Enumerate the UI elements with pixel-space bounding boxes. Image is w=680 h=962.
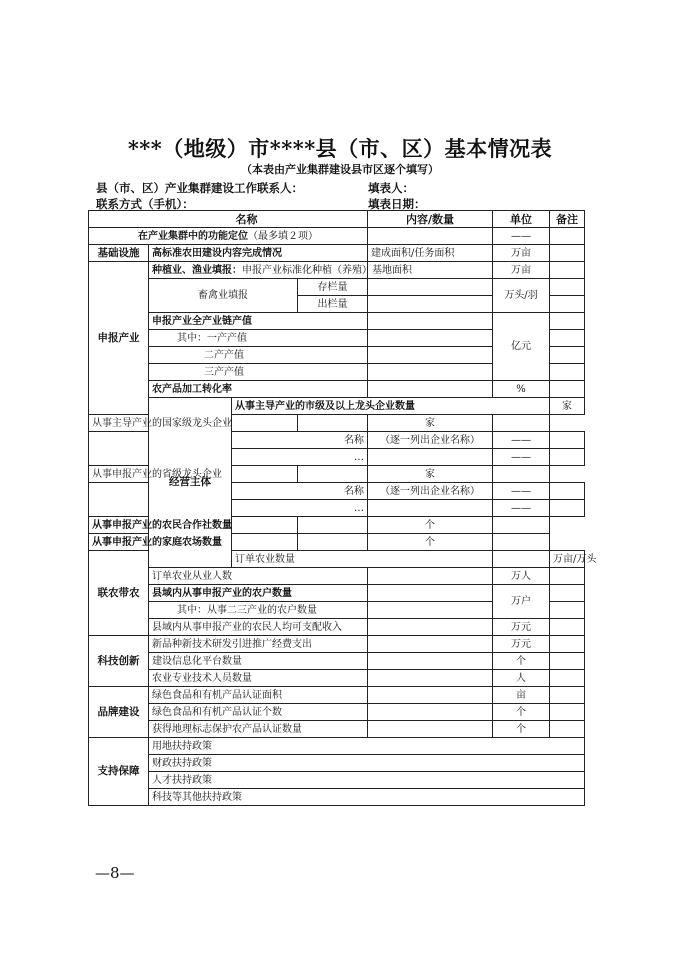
table-row: [89, 670, 585, 687]
value-unit: 亿元: [493, 313, 550, 381]
farm-count-label: 从事申报产业的家庭农场数量: [89, 534, 298, 551]
green-area-remark[interactable]: [550, 687, 585, 704]
spacer-cell: [89, 432, 149, 449]
coop-count-content[interactable]: [298, 517, 368, 534]
table-row: [89, 789, 585, 806]
staff-remark[interactable]: [550, 670, 585, 687]
geo-count-label: 获得地理标志保护农产品认证数量: [149, 721, 368, 738]
order-people-label: 订单农业从业人数: [149, 568, 368, 585]
livestock-unit: 万头/羽: [493, 279, 550, 313]
secondary-label: 二产产值: [149, 347, 368, 364]
outstock-label: 出栏量: [298, 296, 368, 313]
provincial-leading-label: 从事申报产业的省级龙头企业: [89, 466, 298, 483]
green-area-content[interactable]: [368, 687, 493, 704]
talent-policy-label: 人才扶持政策: [149, 772, 585, 789]
table-row: [89, 772, 585, 789]
positioning-unit: ——: [493, 228, 550, 245]
provincial-content[interactable]: [298, 466, 368, 483]
land-policy-label: 用地扶持政策: [149, 738, 585, 755]
income-label: 县域内从事申报产业的农民人均可支配收入: [149, 619, 368, 636]
apply-section: 申报产业: [89, 262, 149, 415]
leading-city-label: 从事主导产业的市级及以上龙头企业数量: [232, 398, 550, 415]
county-households-content[interactable]: [368, 585, 493, 602]
tertiary-label: 三产产值: [149, 364, 368, 381]
header-content: 内容/数量: [368, 211, 493, 228]
entity-section: 经营主体: [149, 398, 232, 568]
table-row: [89, 466, 585, 483]
national-leading-label: 从事主导产业的国家级龙头企业: [89, 415, 298, 432]
dash-4: ——: [493, 500, 550, 517]
order-area-label: 订单农业数量: [232, 551, 493, 568]
positioning-remark[interactable]: [550, 228, 585, 245]
primary-content[interactable]: [368, 330, 493, 347]
positioning-label: 在产业集群中的功能定位: [138, 230, 248, 242]
primary-label: 其中：一产产值: [149, 330, 368, 347]
table-row: [89, 687, 585, 704]
table-row: [89, 381, 585, 398]
processing-rate-remark[interactable]: [550, 381, 585, 398]
green-count-content[interactable]: [368, 704, 493, 721]
stock-label: 存栏量: [298, 279, 368, 296]
ellipsis-2: …: [232, 500, 368, 517]
processing-rate-label: 农产品加工转化率: [149, 381, 368, 398]
table-row: [89, 534, 585, 551]
contact-person-label: 县（市、区）产业集群建设工作联系人：: [96, 181, 303, 195]
info-platform-content[interactable]: [368, 653, 493, 670]
planting-bold: 种植业、渔业填报：: [152, 264, 242, 276]
green-count-remark[interactable]: [550, 704, 585, 721]
table-row: [89, 636, 585, 653]
green-area-label: 绿色食品和有机产品认证面积: [149, 687, 368, 704]
outstock-content[interactable]: [368, 296, 493, 313]
table-row: [89, 517, 585, 534]
planting-text: 申报产业标准化种植（养殖）基地面积: [242, 264, 412, 276]
support-section: 支持保障: [89, 738, 149, 806]
livestock-label: 畜禽业填报: [149, 279, 298, 313]
header-name: 名称: [89, 211, 368, 228]
page-title: ***（地级）市****县（市、区）基本情况表: [127, 136, 553, 161]
dash-1: ——: [493, 432, 550, 449]
leading-city-unit: 家: [550, 398, 585, 415]
tertiary-remark[interactable]: [550, 364, 585, 381]
table-row: [89, 313, 585, 330]
national-remark[interactable]: [493, 415, 550, 432]
infra-content: 建成面积/任务面积: [368, 245, 493, 262]
name-remark-1[interactable]: [550, 432, 585, 449]
brand-section: 品牌建设: [89, 687, 149, 738]
drive-section: 联农带农: [89, 551, 149, 636]
rd-unit: 万元: [493, 636, 550, 653]
green-count-unit: 个: [493, 704, 550, 721]
outstock-remark[interactable]: [550, 296, 585, 313]
ellipsis-content-1[interactable]: [368, 449, 493, 466]
national-leading-content[interactable]: [298, 415, 368, 432]
table-row: [89, 228, 585, 245]
planting-unit: 万亩: [493, 262, 550, 279]
table-row: [89, 279, 585, 296]
provincial-remark[interactable]: [493, 466, 550, 483]
income-unit: 万元: [493, 619, 550, 636]
order-people-remark[interactable]: [550, 568, 585, 585]
income-remark[interactable]: [550, 619, 585, 636]
order-area-content[interactable]: [493, 551, 550, 568]
table-row: [89, 721, 585, 738]
chain-value-label: 申报产业全产业链产值: [149, 313, 368, 330]
coop-remark[interactable]: [493, 517, 550, 534]
secondary-content[interactable]: [368, 347, 493, 364]
page-number: —8—: [95, 864, 135, 882]
stock-remark[interactable]: [550, 279, 585, 296]
spacer-cell: [89, 449, 149, 466]
name-label-1: 名称: [232, 432, 368, 449]
coop-unit: 个: [368, 517, 493, 534]
table-row: [89, 704, 585, 721]
households-unit: 万户: [493, 585, 550, 619]
infra-section: 基础设施: [89, 245, 149, 262]
table-row: [89, 245, 585, 262]
spacer-cell: [89, 500, 149, 517]
planting-remark[interactable]: [550, 262, 585, 279]
positioning-note: （最多填２项）: [248, 230, 318, 242]
chain-value-remark[interactable]: [550, 313, 585, 330]
table-row: [89, 398, 585, 415]
staff-unit: 人: [493, 670, 550, 687]
green-area-unit: 亩: [493, 687, 550, 704]
green-count-label: 绿色食品和有机产品认证个数: [149, 704, 368, 721]
income-content[interactable]: [368, 619, 493, 636]
dash-2: ——: [493, 449, 550, 466]
ellipsis-remark-2[interactable]: [550, 500, 585, 517]
table-row: [89, 568, 585, 585]
processing-rate-content[interactable]: [368, 381, 493, 398]
farm-unit: 个: [368, 534, 493, 551]
tech-section: 科技创新: [89, 636, 149, 687]
chain-value-content[interactable]: [368, 313, 493, 330]
fiscal-policy-label: 财政扶持政策: [149, 755, 585, 772]
secondary-remark[interactable]: [550, 347, 585, 364]
planting-cell: [149, 262, 412, 279]
header-remark: 备注: [550, 211, 585, 228]
table-row: [89, 415, 585, 432]
info-unit: 个: [493, 653, 550, 670]
filler-label: 填表人：: [368, 181, 414, 195]
table-row: [89, 585, 585, 602]
geo-remark[interactable]: [550, 721, 585, 738]
coop-count-label: 从事申报产业的农民合作社数量: [89, 517, 298, 534]
rate-unit: %: [493, 381, 550, 398]
order-people-content[interactable]: [368, 568, 493, 585]
order-area-unit: 万亩/万头: [550, 551, 585, 568]
page-subtitle: （本表由产业集群建设县市区逐个填写）: [241, 163, 439, 176]
infra-item: 高标准农田建设内容完成情况: [149, 245, 368, 262]
infra-remark[interactable]: [550, 245, 585, 262]
national-unit: 家: [368, 415, 493, 432]
info-remark[interactable]: [550, 653, 585, 670]
infra-unit: 万亩: [493, 245, 550, 262]
ellipsis-content-2[interactable]: [368, 500, 493, 517]
spacer-cell: [89, 483, 149, 500]
order-people-unit: 万人: [493, 568, 550, 585]
positioning-content[interactable]: [368, 228, 493, 245]
provincial-unit: 家: [368, 466, 493, 483]
of-which-households-remark[interactable]: [550, 602, 585, 619]
table-row: [89, 619, 585, 636]
phone-label: 联系方式（手机）：: [96, 197, 194, 211]
header-unit: 单位: [493, 211, 550, 228]
date-label: 填表日期：: [368, 197, 426, 211]
tertiary-content[interactable]: [368, 364, 493, 381]
rd-funds-label: 新品种新技术研发引进推广经费支出: [149, 636, 368, 653]
rd-funds-content[interactable]: [368, 636, 493, 653]
table-header-row: [89, 211, 585, 228]
table-row: [89, 755, 585, 772]
dash-3: ——: [493, 483, 550, 500]
rd-remark[interactable]: [550, 636, 585, 653]
primary-remark[interactable]: [550, 330, 585, 347]
farm-remark[interactable]: [493, 534, 550, 551]
table-row: [89, 262, 585, 279]
name-label-2: 名称: [232, 483, 368, 500]
tech-policy-label: 科技等其他扶持政策: [149, 789, 585, 806]
geo-count-content[interactable]: [368, 721, 493, 738]
name-remark-2[interactable]: [550, 483, 585, 500]
county-households-label: 县域内从事申报产业的农户数量: [149, 585, 368, 602]
table-row: [89, 738, 585, 755]
stock-content[interactable]: [368, 279, 493, 296]
table-row: [89, 653, 585, 670]
ellipsis-remark-1[interactable]: [550, 449, 585, 466]
basic-info-table: [88, 210, 597, 806]
geo-unit: 个: [493, 721, 550, 738]
of-which-households-content[interactable]: [368, 602, 493, 619]
farm-count-content[interactable]: [298, 534, 368, 551]
county-households-remark[interactable]: [550, 585, 585, 602]
list-names-1: （逐一列出企业名称）: [368, 432, 493, 449]
tech-staff-label: 农业专业技术人员数量: [149, 670, 368, 687]
list-names-2: （逐一列出企业名称）: [368, 483, 493, 500]
tech-staff-content[interactable]: [368, 670, 493, 687]
ellipsis-1: …: [232, 449, 368, 466]
info-platform-label: 建设信息化平台数量: [149, 653, 368, 670]
positioning-cell: [89, 228, 368, 245]
of-which-households-label: 其中：从事二三产业的农户数量: [149, 602, 368, 619]
